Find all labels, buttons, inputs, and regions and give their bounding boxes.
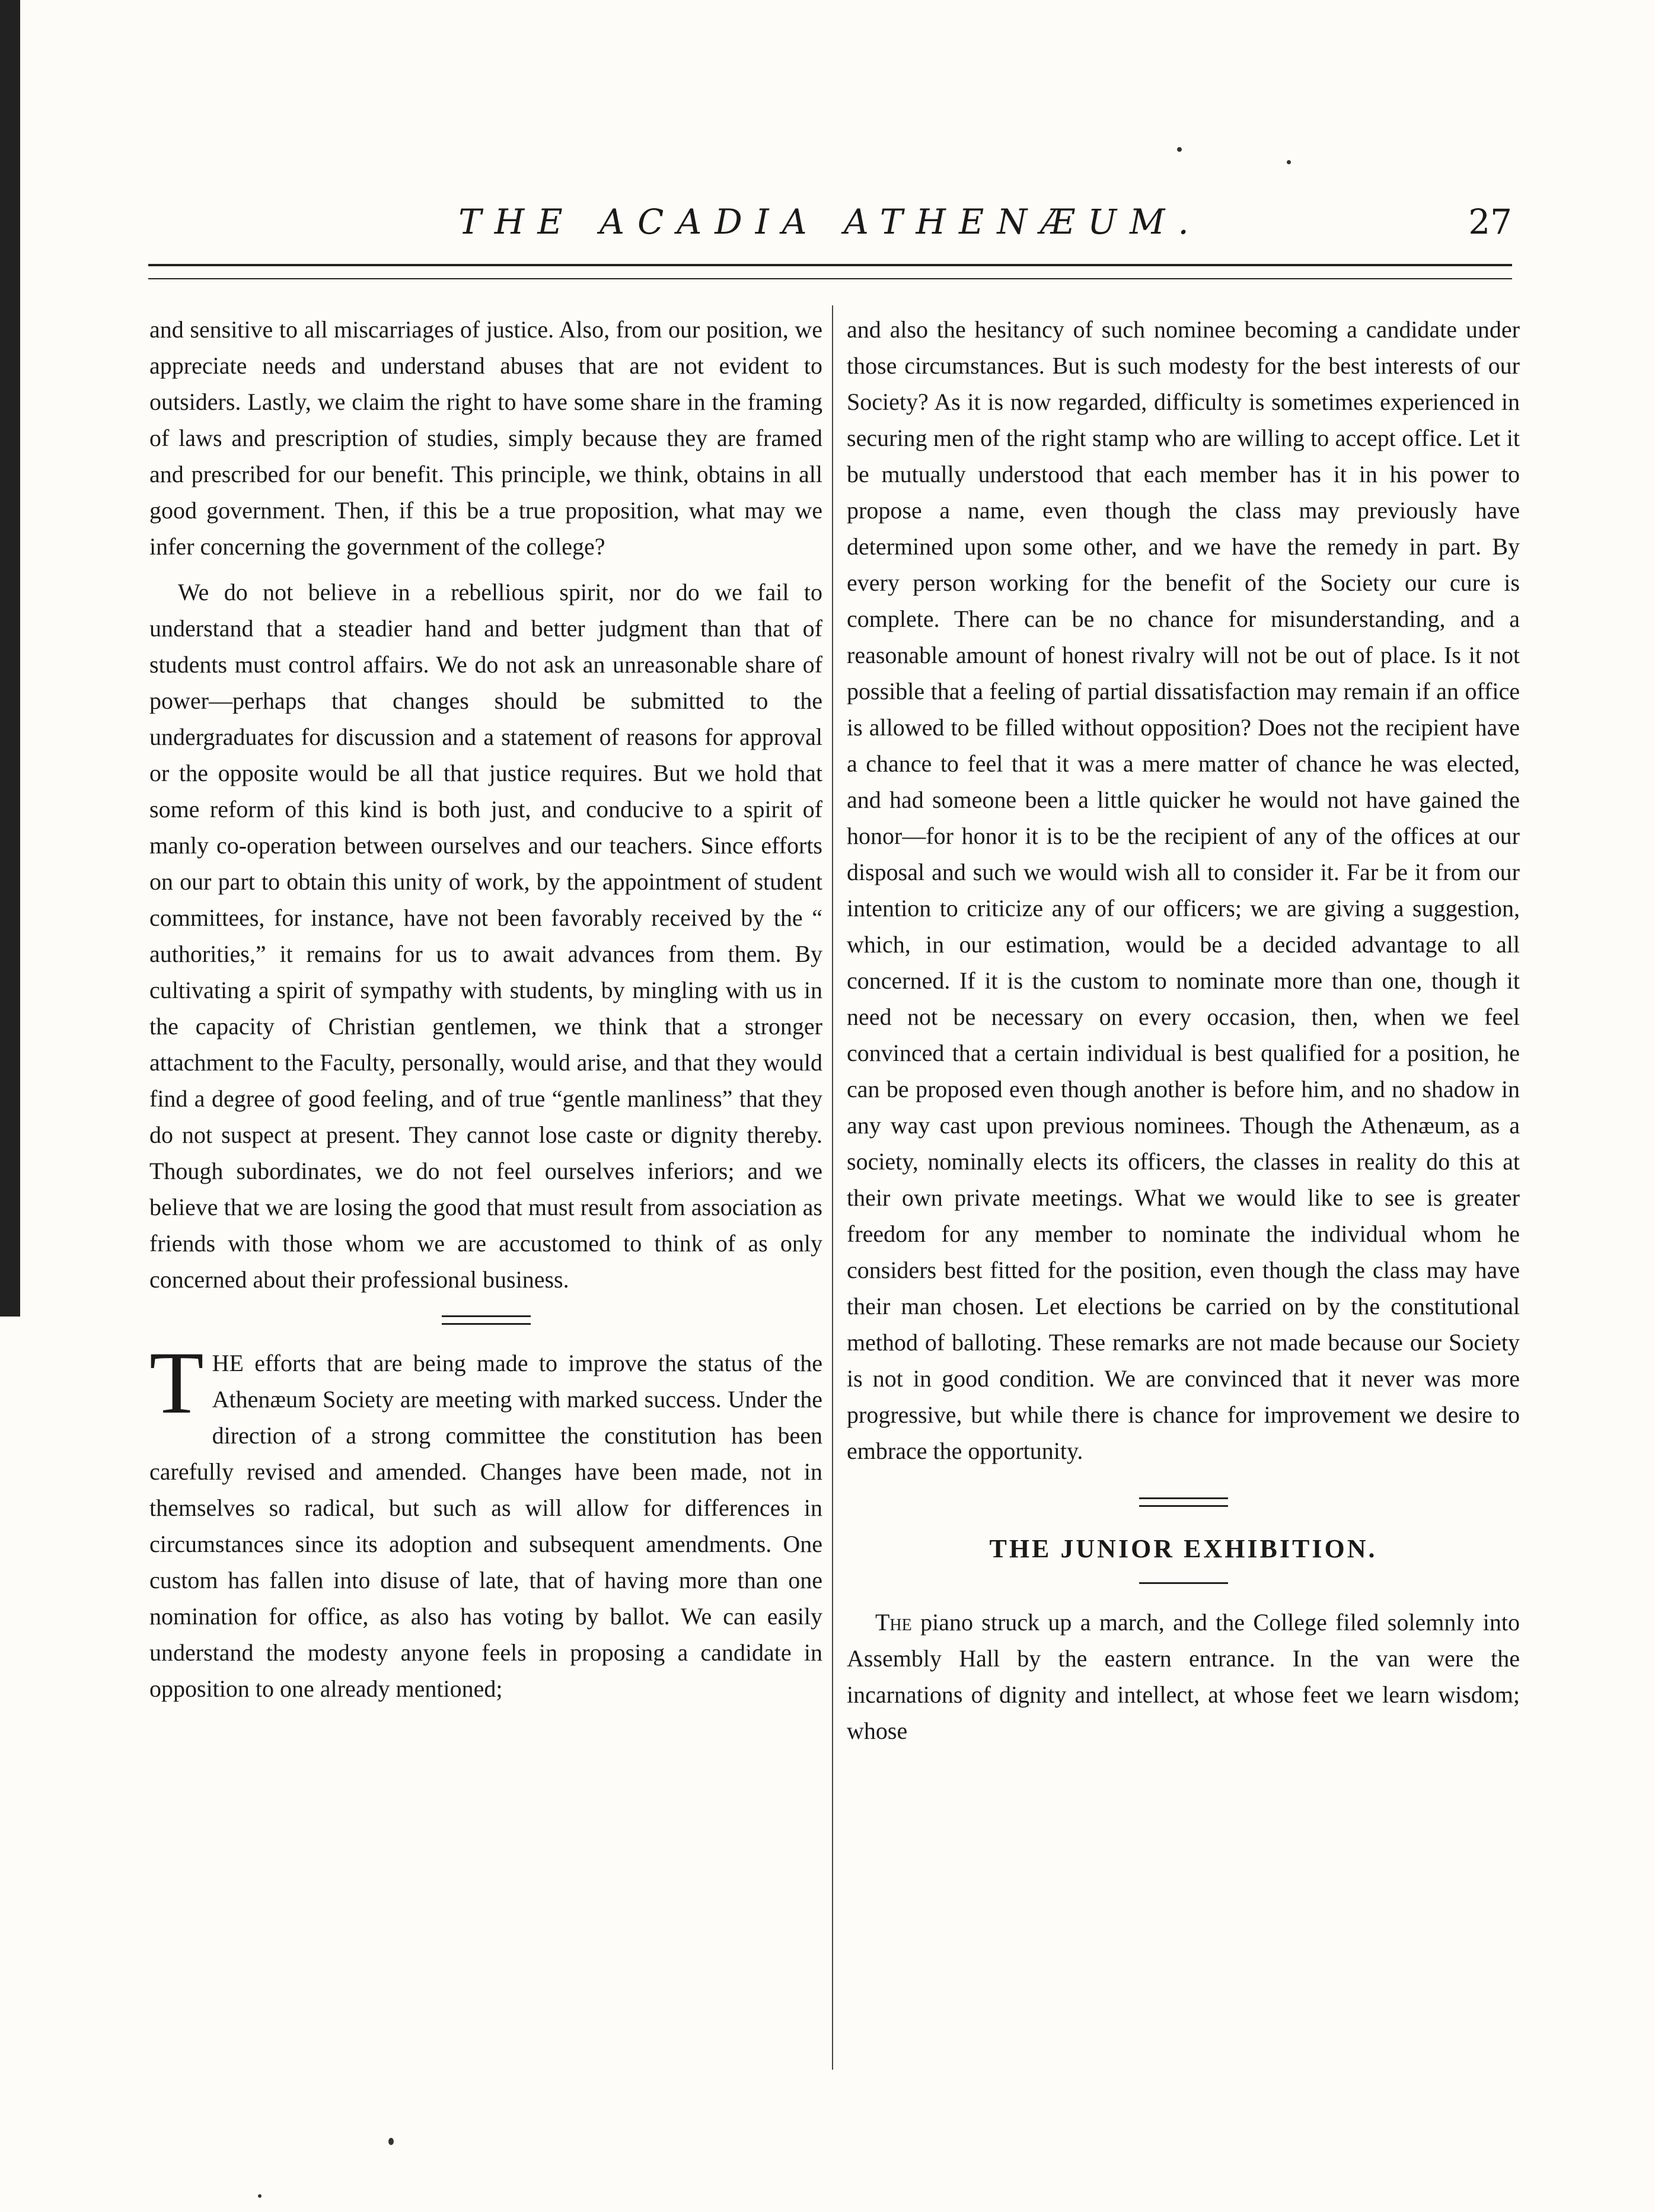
running-title: THE ACADIA ATHENÆUM. <box>458 202 1202 242</box>
scan-speck <box>258 2194 262 2198</box>
section-separator <box>442 1315 531 1325</box>
paragraph: and also the hesitancy of such nominee becoming a candidate under those circumstances. But is such modesty for the best interests of our Society? As it is now regarded, difficulty is sometimes experienced in securing men of the right stamp who are willing to accept office. Let it be mutually understood that each member has it in his power to propose a name, even though the class may previously have determined upon some other, and we have the remedy in part. By every person working for the benefit of the Society our cure is complete. There can be no chance for misunderstanding, and a reasonable amount of honest rivalry will not be out of place. Is it not possible that a feeling of partial dissatisfaction may remain if an office is allowed to be filled without opposition? Does not the recipient have a chance to feel that it was a mere matter of chance he was elected, and had someone been a little quicker he would not have gained the honor—for honor it is to be the recipient of any of the offices at our disposal and such we would wish all to consider it. Far be it from our intention to criticize any of our officers; we are giving a suggestion, which, in our estimation, would be a decided advantage to all concerned. If it is the custom to nominate more than one, though it need not be necessary on every occasion, then, when we feel convinced that a certain individual is best qualified for a position, he can be proposed even though another is before him, and no shadow in any way cast upon previous nominees. Though the Athenæum, as a society, nominally elects its officers, the classes in reality do this at their own private meetings. What we would like to see is greater freedom for any member to nominate the individual whom he considers best fitted for the position, even though the class may have their man chosen. Let elections be carried on by the constitutional method of balloting. These remarks are not made because our Society is not in good condition. We are convinced that it never was more progressive, but while there is chance for improvement we desire to embrace the opportunity. <box>847 316 1520 1464</box>
scan-edge-mark <box>0 0 20 1317</box>
title-rule <box>1139 1582 1228 1584</box>
right-column <box>847 311 1520 1749</box>
scan-speck <box>388 2138 394 2145</box>
paragraph-text: piano struck up a march, and the College filed solemnly into Assembly Hall by the eastern entrance. In the van were the incarnations of dignity and intellect, at whose feet we learn wisdom; whose <box>847 1609 1520 1744</box>
section-title: THE JUNIOR EXHIBITION. <box>989 1534 1377 1563</box>
column-divider <box>832 305 833 2070</box>
drop-cap: T <box>149 1334 204 1432</box>
paragraph-with-dropcap <box>149 1334 822 1707</box>
paragraph <box>847 1604 1520 1749</box>
scan-speck <box>1287 160 1291 164</box>
left-column <box>149 311 822 1707</box>
section-separator <box>1139 1497 1228 1507</box>
paragraph: We do not believe in a rebellious spirit, nor do we fail to understand that a steadier hand and better judgment than that of students must control affairs. We do not ask an unreasonable share of power—perhaps that changes should be submitted to the undergraduates for discussion and a statement of reasons for approval or the opposite would be all that justice requires. But we hold that some reform of this kind is both just, and conducive to a spirit of manly co-operation between ourselves and our teachers. Since efforts on our part to obtain this unity of work, by the appointment of student committees, for instance, have not been favorably received by the “ authorities,” it remains for us to await advances from them. By cultivating a spirit of sympathy with students, by mingling with us in the capacity of Christian gentlemen, we think that a stronger attachment to the Faculty, personally, would arise, and that they would find a degree of good feeling, and of true “gentle manliness” that they do not suspect at present. They cannot lose caste or dignity thereby. Though subordinates, we do not feel ourselves inferiors; and we believe that we are losing the good that must result from association as friends with those whom we are accustomed to think of as only concerned about their professional business. <box>149 579 822 1293</box>
header-rule <box>148 264 1512 279</box>
paragraph-text: HE efforts that are being made to improve the status of the Athenæum Society are meeting with marked success. Under the direction of a strong committee the constitution has been carefully revised and amended. Changes have been made, not in themselves so radical, but such as will allow for differences in circumstances since its adoption and subsequent amendments. One custom has fallen into disuse of late, that of having more than one nomination for office, as also has voting by ballot. We can easily understand the modesty anyone feels in proposing a candidate in opposition to one already mentioned; <box>149 1350 822 1702</box>
page-header <box>148 202 1512 255</box>
scan-speck <box>1177 147 1182 152</box>
lead-in: The <box>875 1609 912 1636</box>
page-number: 27 <box>1468 202 1512 242</box>
paragraph: and sensitive to all miscarriages of justice. Also, from our position, we appreciate needs and understand abuses that are not evident to outsiders. Lastly, we claim the right to have some share in the framing of laws and prescription of studies, simply because they are framed and prescribed for our benefit. This principle, we think, obtains in all good government. Then, if this be a true proposition, what may we infer concerning the government of the college? <box>149 316 822 560</box>
